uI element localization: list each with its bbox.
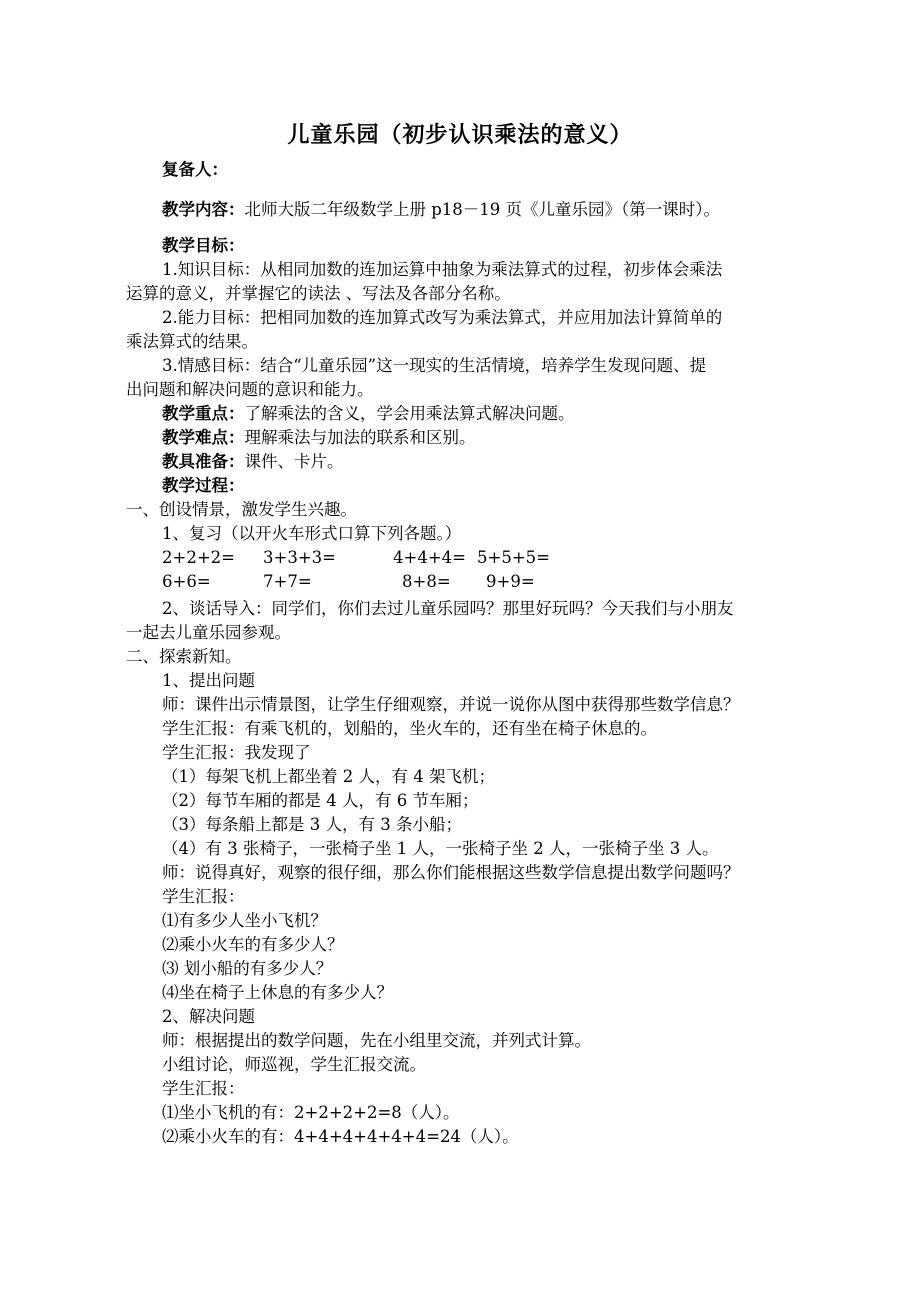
calc-item: 3+3+3= [263, 548, 336, 567]
body-line: 学生汇报： [162, 887, 245, 906]
calc-item: 2+2+2= [162, 548, 235, 567]
content-text: 北师大版二年级数学上册 p18－19 页《儿童乐园》（第一课时）。 [244, 200, 721, 219]
calc-item: 5+5+5= [477, 548, 550, 567]
section-2-heading: 二、探索新知。 [126, 647, 242, 666]
body-line: 学生汇报：有乘飞机的，划船的，坐火车的，还有坐在椅子休息的。 [162, 719, 657, 738]
body-line: ⑵乘小火车的有多少人？ [162, 935, 344, 954]
process-label: 教学过程： [162, 476, 245, 495]
body-line: （2）每节车厢的都是 4 人，有 6 节车厢； [162, 791, 479, 810]
page-title: 儿童乐园（初步认识乘法的意义） [287, 123, 633, 148]
difficulty: 教学难点：理解乘法与加法的联系和区别。 [162, 428, 476, 447]
objective-3-line-2: 出问题和解决问题的意识和能力。 [126, 380, 374, 399]
section-1-heading: 一、创设情景，激发学生兴趣。 [126, 500, 357, 519]
objective-1-line-2: 运算的意义，并掌握它的读法 、写法及各部分名称。 [126, 284, 511, 303]
materials: 教具准备：课件、卡片。 [162, 452, 344, 471]
body-line: （1）每架飞机上都坐着 2 人，有 4 架飞机； [162, 767, 495, 786]
objectives-label: 教学目标： [162, 236, 245, 255]
body-line: 学生汇报： [162, 1079, 245, 1098]
body-line: 学生汇报：我发现了 [162, 743, 311, 762]
body-line: ⑴坐小飞机的有：2+2+2+2=8（人）。 [162, 1103, 460, 1122]
body-line: 师：根据提出的数学问题，先在小组里交流，并列式计算。 [162, 1031, 591, 1050]
body-line: 师：说得真好，观察的很仔细，那么你们能根据这些数学信息提出数学问题吗？ [162, 863, 740, 882]
body-line: ⑷坐在椅子上休息的有多少人？ [162, 983, 393, 1002]
objective-2-line-1: 2.能力目标：把相同加数的连加算式改写为乘法算式，并应用加法计算简单的 [162, 308, 723, 327]
intro-line-2: 一起去儿童乐园参观。 [126, 623, 291, 642]
body-line: （4）有 3 张椅子，一张椅子坐 1 人，一张椅子坐 2 人，一张椅子坐 3 人。 [162, 839, 719, 858]
content-label: 教学内容： [162, 200, 245, 219]
body-line: ⑴有多少人坐小飞机？ [162, 911, 327, 930]
body-line: ⑶ 划小船的有多少人？ [162, 959, 333, 978]
preparer-label: 复备人： [162, 160, 228, 179]
body-line: 2、解决问题 [162, 1007, 255, 1026]
objective-1-line-1: 1.知识目标：从相同加数的连加运算中抽象为乘法算式的过程，初步体会乘法 [162, 260, 723, 279]
body-line: ⑵乘小火车的有：4+4+4+4+4+4=24（人）。 [162, 1127, 519, 1146]
objective-3-line-1: 3.情感目标：结合“儿童乐园”这一现实的生活情境，培养学生发现问题、提 [162, 356, 707, 375]
body-line: 小组讨论，师巡视，学生汇报交流。 [162, 1055, 426, 1074]
intro-line-1: 2、谈话导入：同学们，你们去过儿童乐园吗？那里好玩吗？今天我们与小朋友 [162, 599, 734, 618]
body-line: 师：课件出示情景图，让学生仔细观察，并说一说你从图中获得那些数学信息？ [162, 695, 740, 714]
review-line: 1、复习（以开火车形式口算下列各题。） [162, 524, 462, 543]
calc-item: 8+8= [402, 572, 451, 591]
key-point: 教学重点：了解乘法的含义，学会用乘法算式解决问题。 [162, 404, 575, 423]
calc-item: 4+4+4= [393, 548, 466, 567]
body-line: 1、提出问题 [162, 671, 255, 690]
objective-2-line-2: 乘法算式的结果。 [126, 332, 258, 351]
teaching-content [162, 198, 720, 222]
body-line: （3）每条船上都是 3 人，有 3 条小船； [162, 815, 462, 834]
calc-item: 6+6= [162, 572, 211, 591]
calc-item: 9+9= [486, 572, 535, 591]
calc-item: 7+7= [263, 572, 312, 591]
